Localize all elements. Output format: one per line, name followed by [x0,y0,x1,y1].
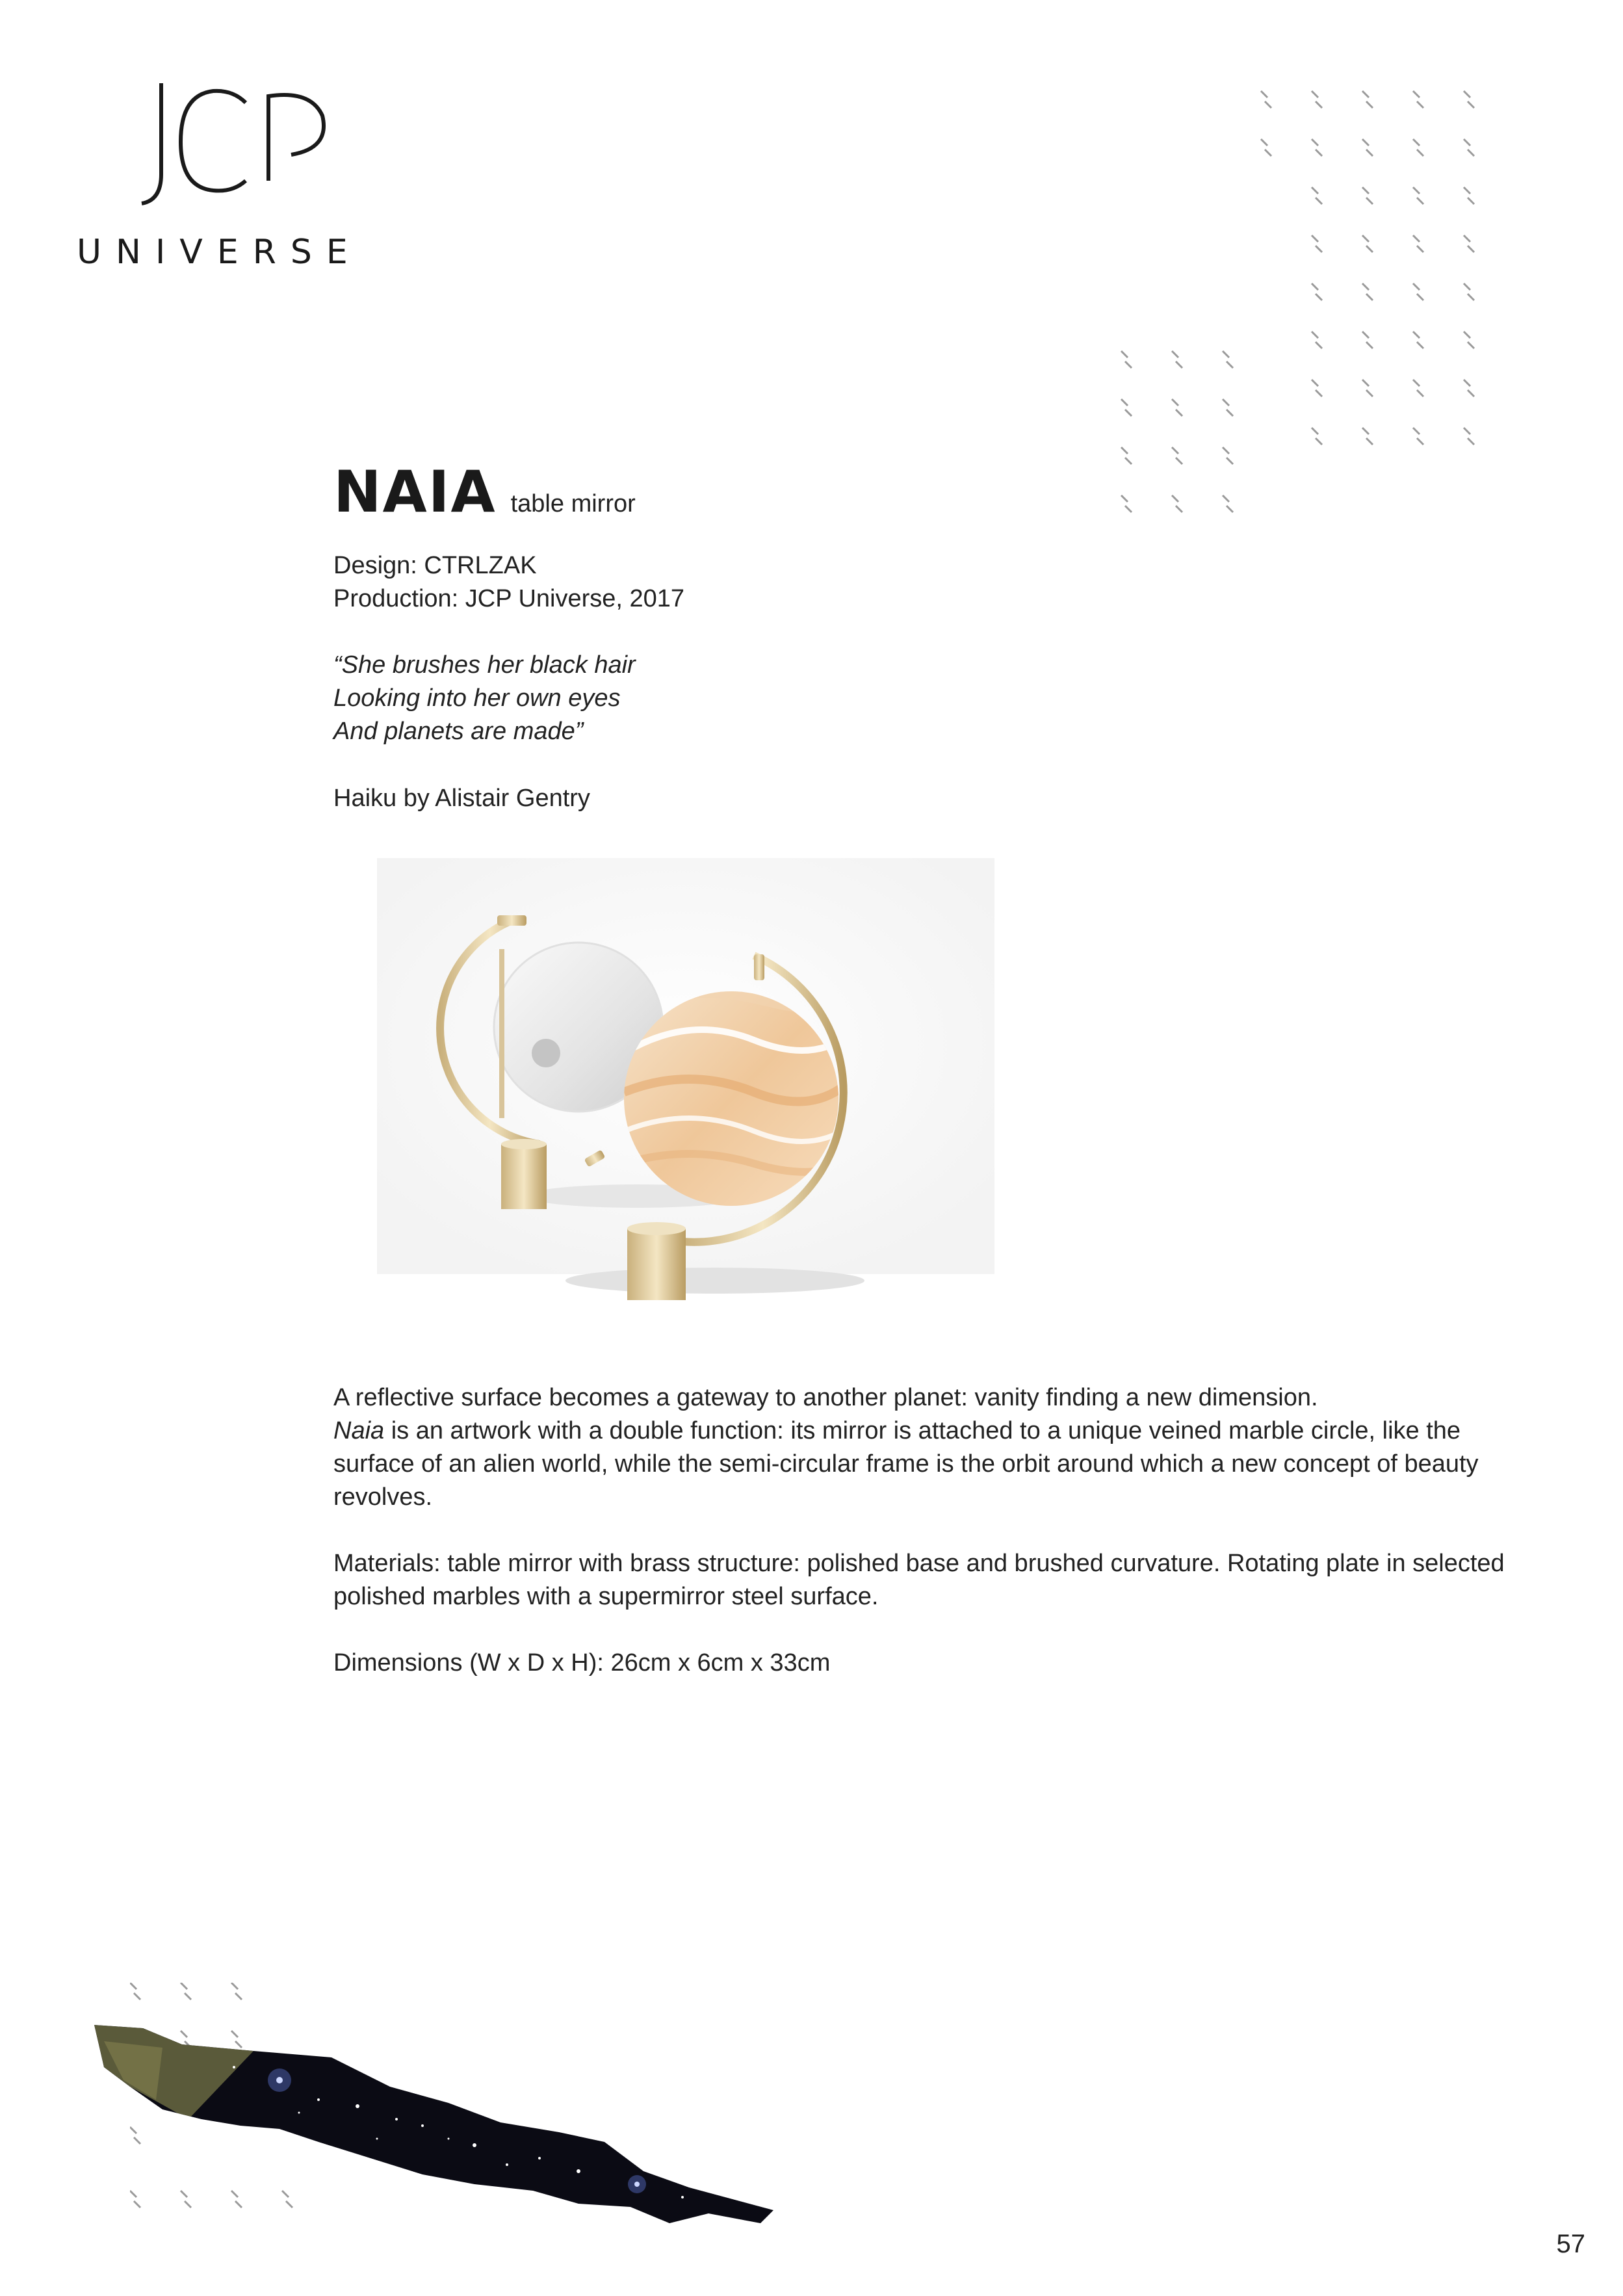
production-credit: Production: JCP Universe, 2017 [333,585,685,612]
product-image [351,858,1001,1300]
product-credits [333,549,684,616]
design-credit: Design: CTRLZAK [333,552,537,579]
product-subtitle: table mirror [510,490,636,517]
materials-paragraph: Materials: table mirror with brass structure: polished base and brushed curvature. Rotating plate in selected polished marbles with a supermirror steel surface. [333,1550,1505,1610]
description-paragraph [333,1381,1516,1514]
haiku-line: Looking into her own eyes [333,685,621,712]
product-description [333,1381,1516,1713]
hatch-pattern-top-right [1254,85,1501,449]
description-name: Naia [333,1417,385,1444]
description-intro: A reflective surface becomes a gateway to another planet: vanity finding a new dimension. [333,1384,1318,1411]
description-body: is an artwork with a double function: its mirror is attached to a unique veined marble circle, like the surface of an alien world, while the semi-circular frame is the orbit around which a new concept of beauty revolves. [333,1417,1479,1511]
haiku-line: And planets are made” [333,718,584,745]
haiku-credit: Haiku by Alistair Gentry [333,785,590,812]
space-torn-paper-art [84,1989,799,2249]
brand-wordmark: UNIVERSE [77,233,362,272]
hatch-pattern-middle [1115,345,1245,527]
product-title-row [333,458,636,525]
jcp-logo-mark [116,77,337,207]
haiku [333,649,636,748]
dimensions-paragraph: Dimensions (W x D x H): 26cm x 6cm x 33cm [333,1649,831,1676]
haiku-line: “She brushes her black hair [333,651,636,679]
product-title: NAIA [333,458,497,525]
page-number: 57 [1556,2230,1585,2258]
brand-logo [77,77,362,272]
